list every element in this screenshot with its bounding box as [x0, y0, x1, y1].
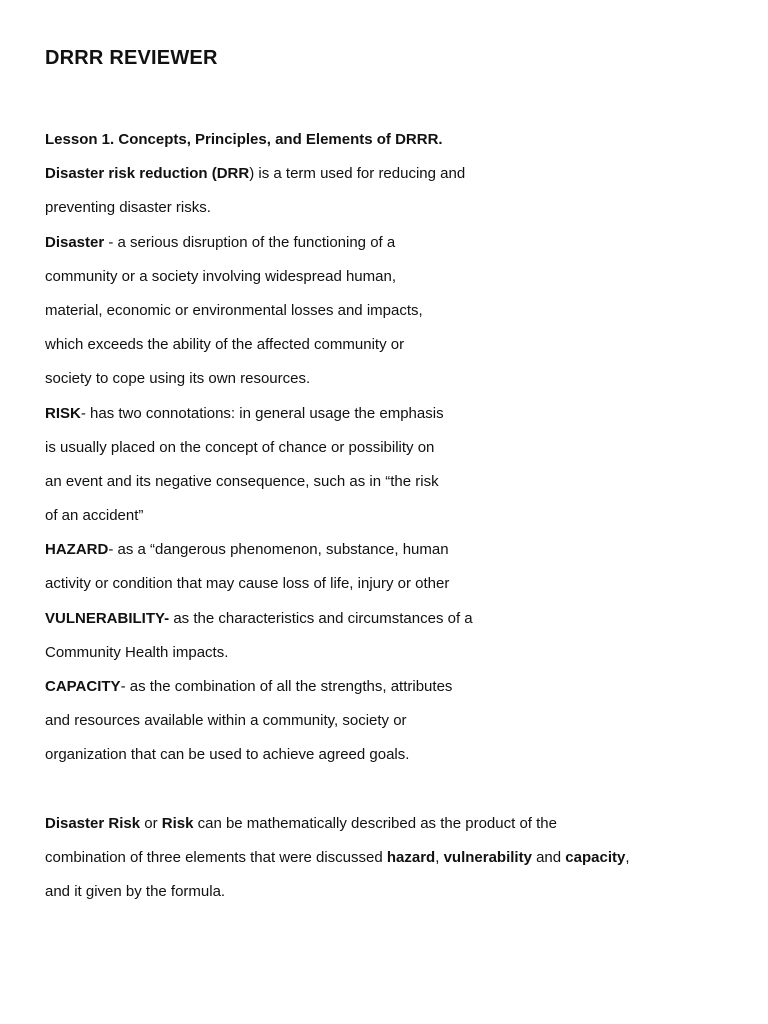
text-segment: can be mathematically described as the product of the: [193, 814, 557, 832]
text-line: [45, 672, 745, 706]
text-segment: Risk: [161, 814, 194, 832]
text-line: [45, 364, 745, 398]
text-segment: CAPACITY: [45, 678, 121, 695]
text-line: [45, 569, 745, 603]
document-body: [45, 125, 745, 911]
text-line: [45, 706, 745, 740]
text-line: [45, 638, 745, 672]
text-segment: - has two connotations: in general usage the emphasis: [80, 404, 444, 422]
text-segment: vulnerability: [443, 848, 532, 866]
blank-line: [45, 775, 745, 809]
text-line: [45, 604, 745, 638]
text-segment: hazard: [386, 848, 436, 866]
text-segment: community or a society involving widespread human,: [45, 267, 396, 285]
text-segment: - a serious disruption of the functioning of a: [104, 233, 396, 251]
text-segment: preventing disaster risks.: [45, 199, 211, 217]
text-segment: HAZARD: [45, 541, 109, 559]
text-segment: is usually placed on the concept of chance or possibility on: [45, 438, 435, 456]
text-line: [45, 433, 745, 467]
text-segment: Disaster Risk: [45, 814, 141, 832]
text-segment: material, economic or environmental losses and impacts,: [45, 301, 423, 319]
text-segment: Lesson 1. Concepts, Principles, and Elements of DRRR.: [45, 131, 443, 148]
text-line: [45, 262, 745, 296]
text-segment: ,: [625, 848, 630, 866]
text-segment: Disaster: [45, 233, 105, 251]
text-line: [45, 296, 745, 330]
text-line: [45, 467, 745, 501]
text-line: [45, 399, 745, 433]
text-segment: or: [140, 814, 162, 832]
document-title: DRRR REVIEWER: [45, 47, 218, 69]
text-line: [45, 809, 745, 843]
text-segment: Disaster risk reduction (DRR: [45, 165, 250, 183]
text-line: [45, 843, 745, 877]
text-line: [45, 877, 745, 911]
text-line: [45, 159, 745, 193]
text-segment: RISK: [45, 404, 81, 422]
text-segment: of an accident”: [45, 507, 144, 525]
text-line: [45, 535, 745, 569]
text-segment: VULNERABILITY-: [45, 609, 170, 627]
text-segment: which exceeds the ability of the affected community or: [45, 336, 405, 354]
text-segment: as the characteristics and circumstances of a: [169, 609, 473, 627]
text-segment: organization that can be used to achieve agreed goals.: [45, 746, 410, 764]
text-segment: combination of three elements that were discussed: [45, 848, 387, 866]
text-line: [45, 740, 745, 774]
text-line: [45, 125, 745, 159]
text-line: [45, 228, 745, 262]
text-line: [45, 501, 745, 535]
text-segment: and resources available within a community, society or: [45, 712, 407, 730]
text-segment: Community Health impacts.: [45, 643, 229, 661]
text-segment: and: [531, 848, 566, 866]
text-line: [45, 193, 745, 227]
text-line: [45, 330, 745, 364]
text-segment: - as the combination of all the strengths, attributes: [120, 678, 453, 695]
text-segment: ) is a term used for reducing and: [249, 165, 466, 183]
text-segment: society to cope using its own resources.: [45, 370, 311, 388]
text-segment: and it given by the formula.: [45, 883, 226, 901]
text-segment: capacity: [565, 848, 626, 866]
text-segment: an event and its negative consequence, such as in “the risk: [45, 472, 439, 490]
text-segment: ,: [435, 848, 444, 866]
text-segment: activity or condition that may cause loss of life, injury or other: [45, 575, 450, 593]
text-segment: - as a “dangerous phenomenon, substance, human: [108, 541, 449, 559]
